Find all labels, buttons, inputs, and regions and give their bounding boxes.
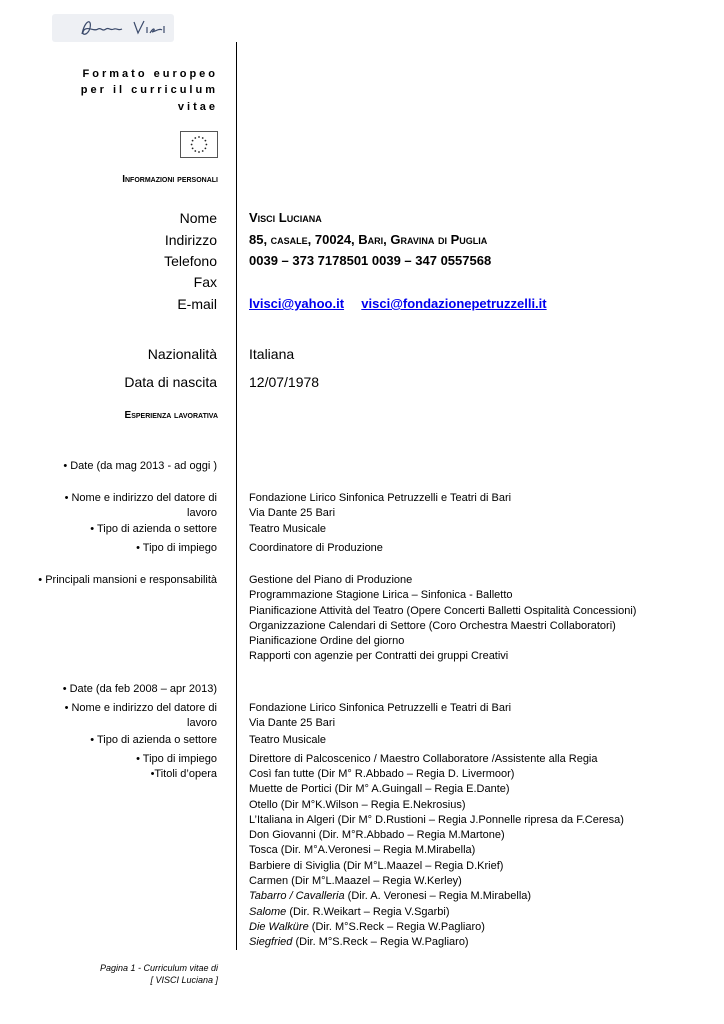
opera-item bbox=[249, 935, 624, 950]
birth-date-value: 12/07/1978 bbox=[249, 374, 320, 390]
opera-item bbox=[249, 767, 624, 782]
opera-item bbox=[249, 798, 624, 813]
opera-detail: (Dir. M°S.Reck – Regia W.Pagliaro) bbox=[292, 936, 469, 949]
opera-item bbox=[249, 905, 624, 920]
exp1-job: Coordinatore di Produzione bbox=[249, 542, 383, 554]
opera-title: Salome bbox=[249, 905, 287, 918]
opera-detail: (Dir M°K.Wilson – Regia E.Nekrosius) bbox=[277, 798, 466, 811]
opera-detail: (Dir. M°S.Reck – Regia W.Pagliaro) bbox=[308, 920, 485, 933]
opera-item bbox=[249, 828, 624, 843]
opera-detail: (Dir. A. Veronesi – Regia M.Mirabella) bbox=[344, 890, 532, 903]
opera-detail: (Dir M° D.Rustioni – Regia J.Ponnelle ripresa da F.Ceresa) bbox=[334, 813, 624, 826]
list-item: Rapporti con agenzie per Contratti dei gruppi Creativi bbox=[249, 650, 509, 663]
exp1-sector: Teatro Musicale bbox=[249, 523, 327, 535]
signature-image bbox=[52, 14, 174, 42]
name-value: Visci Luciana bbox=[249, 210, 322, 225]
nationality-value: Italiana bbox=[249, 346, 295, 362]
list-item: Gestione del Piano di Produzione bbox=[249, 574, 413, 586]
list-item: Programmazione Stagione Lirica – Sinfonica - Balletto bbox=[249, 589, 513, 602]
exp2-employer-label-1: • Nome e indirizzo del datore di bbox=[64, 702, 217, 714]
opera-title: Carmen bbox=[249, 875, 289, 888]
exp1-duties-list bbox=[249, 573, 636, 665]
opera-title: Tabarro / Cavalleria bbox=[249, 890, 345, 903]
exp2-titles-label: •Titoli d’opera bbox=[150, 768, 217, 780]
exp2-date-label: • Date (da feb 2008 – apr 2013) bbox=[62, 683, 217, 695]
opera-title: Barbiere di Siviglia bbox=[249, 859, 341, 872]
opera-title: Siegfried bbox=[249, 936, 293, 949]
exp1-date-label: • Date (da mag 2013 - ad oggi ) bbox=[63, 460, 217, 472]
opera-title: Otello bbox=[249, 798, 278, 811]
exp2-employer-name: Fondazione Lirico Sinfonica Petruzzelli e Teatri di Bari bbox=[249, 702, 512, 714]
email-label: E-mail bbox=[177, 296, 217, 312]
format-title-line3: vitae bbox=[177, 101, 218, 113]
opera-detail: (Dir. R.Weikart – Regia V.Sgarbi) bbox=[286, 905, 450, 918]
section-work-experience: Esperienza lavorativa bbox=[124, 410, 218, 421]
opera-item bbox=[249, 859, 624, 874]
opera-title: Don Giovanni bbox=[249, 829, 316, 842]
exp2-employer-label-2: lavoro bbox=[187, 717, 217, 729]
exp2-job: Direttore di Palcoscenico / Maestro Collaboratore /Assistente alla Regia bbox=[249, 753, 598, 765]
opera-detail: (Dir. M°R.Abbado – Regia M.Martone) bbox=[315, 829, 505, 842]
address-label: Indirizzo bbox=[164, 232, 217, 248]
exp1-sector-label: • Tipo di azienda o settore bbox=[90, 523, 217, 535]
exp2-job-label: • Tipo di impiego bbox=[136, 753, 217, 765]
address-value: 85, casale, 70024, Bari, Gravina di Puglia bbox=[249, 232, 488, 247]
exp2-sector-label: • Tipo di azienda o settore bbox=[90, 734, 217, 746]
footer-name-label: [ VISCI Luciana ] bbox=[150, 975, 218, 985]
column-divider bbox=[236, 42, 237, 950]
phone-value: 0039 – 373 7178501 0039 – 347 0557568 bbox=[249, 253, 492, 268]
opera-title: Tosca bbox=[249, 844, 278, 857]
name-label: Nome bbox=[179, 210, 217, 226]
eu-flag-icon bbox=[180, 131, 218, 158]
exp1-employer-label-1: • Nome e indirizzo del datore di bbox=[64, 492, 217, 504]
opera-item bbox=[249, 874, 624, 889]
exp2-operas-list bbox=[249, 767, 624, 951]
list-item: Pianificazione Attività del Teatro (Opere Concerti Balletti Ospitalità Concessioni) bbox=[249, 604, 637, 617]
format-title-line1: Formato europeo bbox=[82, 68, 218, 80]
nationality-label: Nazionalità bbox=[147, 346, 217, 362]
fax-label: Fax bbox=[193, 274, 217, 290]
opera-detail: (Dir. M°A.Veronesi – Regia M.Mirabella) bbox=[277, 844, 476, 857]
exp2-employer-address: Via Dante 25 Bari bbox=[249, 717, 336, 729]
list-item: Pianificazione Ordine del giorno bbox=[249, 635, 405, 648]
email-values bbox=[249, 296, 547, 311]
format-title-line2: per il curriculum bbox=[80, 84, 218, 96]
opera-item bbox=[249, 889, 624, 904]
opera-detail: (Dir M°L.Maazel – Regia W.Kerley) bbox=[288, 875, 462, 888]
opera-item bbox=[249, 813, 624, 828]
opera-item bbox=[249, 782, 624, 797]
section-personal-info: Informazioni personali bbox=[122, 174, 218, 185]
phone-label: Telefono bbox=[164, 253, 217, 269]
footer-page-label: Pagina 1 - Curriculum vitae di bbox=[99, 963, 218, 973]
email-link-2[interactable]: visci@fondazionepetruzzelli.it bbox=[361, 296, 547, 311]
opera-detail: (Dir M°L.Maazel – Regia D.Krief) bbox=[340, 859, 504, 872]
opera-title: Così fan tutte bbox=[249, 768, 315, 780]
exp1-duties-label: • Principali mansioni e responsabilità bbox=[38, 574, 217, 586]
opera-title: Die Walküre bbox=[249, 920, 309, 933]
birth-date-label: Data di nascita bbox=[124, 374, 217, 390]
opera-detail: (Dir M° R.Abbado – Regia D. Livermoor) bbox=[314, 768, 515, 780]
opera-item bbox=[249, 843, 624, 858]
opera-title: Muette de Portici bbox=[249, 783, 332, 796]
exp1-employer-name: Fondazione Lirico Sinfonica Petruzzelli e Teatri di Bari bbox=[249, 492, 512, 504]
exp1-employer-label-2: lavoro bbox=[187, 507, 217, 519]
opera-detail: (Dir M° A.Guingall – Regia E.Dante) bbox=[331, 783, 510, 796]
list-item: Organizzazione Calendari di Settore (Coro Orchestra Maestri Collaboratori) bbox=[249, 619, 616, 632]
opera-title: L’Italiana in Algeri bbox=[249, 813, 335, 826]
exp2-sector: Teatro Musicale bbox=[249, 734, 327, 746]
email-link-1[interactable]: lvisci@yahoo.it bbox=[249, 296, 345, 311]
exp1-employer-address: Via Dante 25 Bari bbox=[249, 507, 336, 519]
exp1-job-label: • Tipo di impiego bbox=[136, 542, 217, 554]
opera-item bbox=[249, 920, 624, 935]
